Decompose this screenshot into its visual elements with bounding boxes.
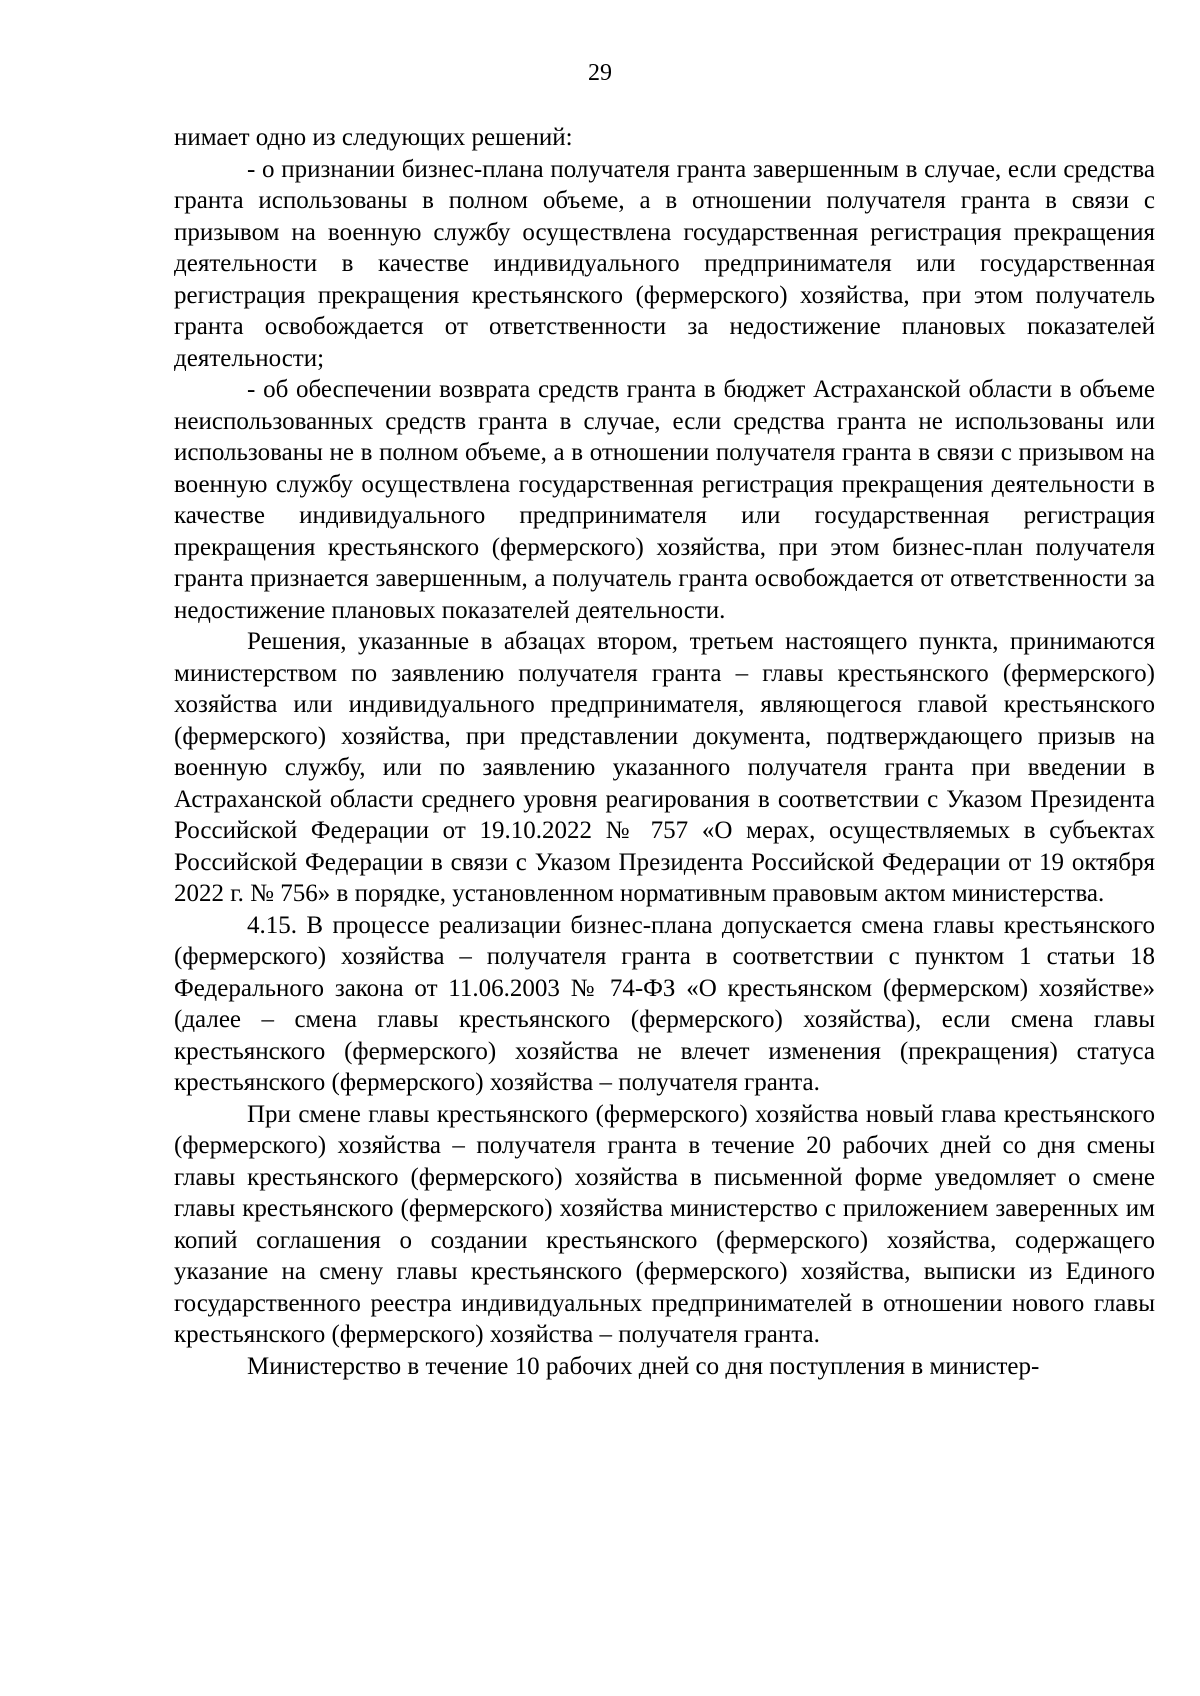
paragraph-head-change: При смене главы крестьянского (фермерского) хозяйства новый глава крестьянского (фермерского) хозяйства – получателя гранта в течение 20 рабочих дней со дня смены главы крестьянского (фермерского) хозяйства в письменной форме уведомляет о смене главы крестьянского (фермерского) хозяйства министерство с приложением заверенных им копий соглашения о создании крестьянского (фермерского) хозяйства, содержащего указание на смену главы крестьянского (фермерского) хозяйства, выписки из Единого государственного реестра индивидуальных предпринимателей в отношении нового главы крестьянского (фермерского) хозяйства – получателя гранта. — [174, 1100, 1155, 1348]
paragraph-bullet-refund: - об обеспечении возврата средств гранта в бюджет Астраханской области в объеме неиспользованных средств гранта в случае, если средства гранта не использованы или использованы не в полном объеме, а в отношении получателя гранта в связи с призывом на военную службу осуществлена государственная регистрация прекращения деятельности в качестве индивидуального предпринимателя или государственная регистрация прекращения крестьянского (фермерского) хозяйства, при этом бизнес-план получателя гранта признается завершенным, а получатель гранта освобождается от ответственности за недостижение плановых показателей деятельности. — [174, 376, 1155, 624]
paragraph-continuation: нимает одно из следующих решений: — [174, 124, 573, 151]
paragraph-clause-4-15: 4.15. В процессе реализации бизнес-плана допускается смена главы крестьянского (фермерского) хозяйства – получателя гранта в соответствии с пунктом 1 статьи 18 Федерального закона от 11.06.2003 № 74-ФЗ «О крестьянском (фермерском) хозяйстве» (далее – смена главы крестьянского (фермерского) хозяйства), если смена главы крестьянского (фермерского) хозяйства не влечет изменения (прекращения) статуса крестьянского (фермерского) хозяйства – получателя гранта. — [174, 911, 1155, 1096]
page-number: 29 — [588, 60, 612, 86]
document-body — [174, 122, 1155, 1382]
paragraph-ministry: Министерство в течение 10 рабочих дней со дня поступления в министер- — [247, 1352, 1040, 1380]
paragraph-decisions: Решения, указанные в абзацах втором, третьем настоящего пункта, принимаются министерством по заявлению получателя гранта – главы крестьянского (фермерского) хозяйства или индивидуального предпринимателя, являющегося главой крестьянского (фермерского) хозяйства, при представлении документа, подтверждающего призыв на военную службу, или по заявлению указанного получателя гранта при введении в Астраханской области среднего уровня реагирования в соответствии с Указом Президента Российской Федерации от 19.10.2022 № 757 «О мерах, осуществляемых в субъектах Российской Федерации в связи с Указом Президента Российской Федерации от 19 октября 2022 г. № 756» в порядке, установленном нормативным правовым актом министерства. — [174, 628, 1155, 907]
paragraph-bullet-completion: - о признании бизнес-плана получателя гранта завершенным в случае, если средства гранта использованы в полном объеме, а в отношении получателя гранта в связи с призывом на военную службу осуществлена государственная регистрация прекращения деятельности в качестве индивидуального предпринимателя или государственная регистрация прекращения крестьянского (фермерского) хозяйства, при этом получатель гранта освобождается от ответственности за недостижение плановых показателей деятельности; — [174, 155, 1155, 372]
